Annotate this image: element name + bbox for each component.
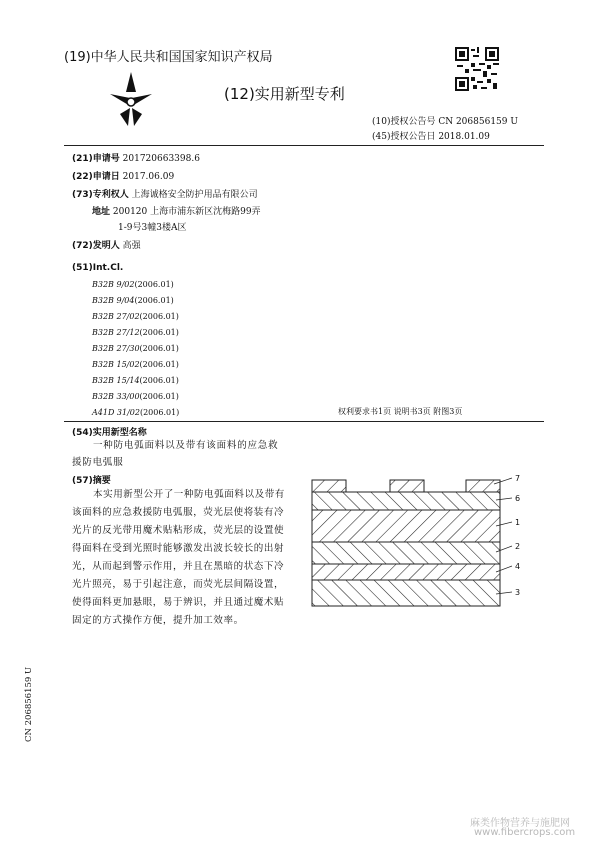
ipc-code: B32B 9/04 bbox=[92, 296, 135, 305]
document-type: (12)实用新型专利 bbox=[224, 85, 345, 103]
header-rule bbox=[64, 145, 544, 146]
inventor-row bbox=[72, 238, 141, 251]
ipc-version: (2006.01) bbox=[134, 296, 174, 305]
inventor-label: (72)发明人 bbox=[72, 241, 120, 251]
application-number-label: (21)申请号 bbox=[72, 154, 120, 164]
ipc-code: B32B 15/14 bbox=[92, 376, 140, 385]
ipc-code: B32B 15/02 bbox=[92, 360, 140, 369]
application-date-row bbox=[72, 169, 174, 182]
address-line1: 200120 上海市浦东新区沈梅路99弄 bbox=[112, 207, 261, 217]
ipc-entry bbox=[92, 344, 179, 353]
figure-label-6: 6 bbox=[515, 494, 521, 503]
ipc-code: B32B 9/02 bbox=[92, 280, 135, 289]
abstract-label: (57)摘要 bbox=[72, 476, 111, 486]
address-label: 地址 bbox=[92, 207, 111, 217]
ipc-code: A41D 31/02 bbox=[92, 408, 140, 417]
ipc-entry bbox=[92, 280, 174, 289]
cnipa-logo bbox=[100, 68, 162, 130]
layer-4 bbox=[312, 564, 500, 580]
application-number: 201720663398.6 bbox=[122, 154, 200, 164]
ipc-entry bbox=[92, 296, 174, 305]
figure-label-2: 2 bbox=[515, 542, 521, 551]
ipc-code: B32B 33/00 bbox=[92, 392, 140, 401]
application-date-label: (22)申请日 bbox=[72, 172, 120, 182]
fabric-layer-figure bbox=[306, 470, 536, 620]
patentee: 上海诚格安全防护用品有限公司 bbox=[131, 190, 258, 200]
layer-6 bbox=[312, 492, 500, 510]
publication-date: (45)授权公告日 2018.01.09 bbox=[372, 132, 490, 142]
ipc-entry bbox=[92, 408, 179, 417]
ipc-version: (2006.01) bbox=[139, 312, 179, 321]
ipc-version: (2006.01) bbox=[139, 376, 179, 385]
inventor: 高强 bbox=[122, 241, 141, 251]
layer-3 bbox=[312, 580, 500, 606]
figure-label-3: 3 bbox=[515, 588, 521, 597]
abstract-text: 本实用新型公开了一种防电弧面料以及带有该面料的应急救援防电弧服，荧光层使将装有冷光片的反光带用魔术贴粘形成，荧光层的设置使得面料在受到光照时能够激发出波长较长的出射光，从而起到警示作用，并且在黑暗的状态下冷光片照亮，易于引起注意，而荧光层间隔设置，使得面料更加悬眼，易于辨识，并且通过魔术贴固定的方式操作方便，提升加工效率。 bbox=[72, 489, 285, 626]
qr-code bbox=[455, 47, 499, 91]
figure-label-1: 1 bbox=[515, 518, 521, 527]
layer-7-segment bbox=[390, 480, 424, 492]
watermark-site-name: 麻类作物营养与施肥网 bbox=[470, 818, 570, 829]
ipc-entry bbox=[92, 312, 179, 321]
ipc-code: B32B 27/02 bbox=[92, 312, 140, 321]
ipc-code: B32B 27/30 bbox=[92, 344, 140, 353]
office-name: (19)中华人民共和国国家知识产权局 bbox=[64, 50, 273, 65]
side-publication-number: CN 206856159 U bbox=[24, 666, 34, 742]
ipc-version: (2006.01) bbox=[139, 328, 179, 337]
layer-7-segment bbox=[466, 480, 500, 492]
layer-1 bbox=[312, 510, 500, 542]
ipc-code: B32B 27/12 bbox=[92, 328, 140, 337]
ipc-version: (2006.01) bbox=[139, 392, 179, 401]
biblio-rule bbox=[64, 421, 544, 422]
figure-label-7: 7 bbox=[515, 474, 521, 483]
ipc-version: (2006.01) bbox=[139, 360, 179, 369]
ipc-entry bbox=[92, 360, 179, 369]
ipc-entry bbox=[92, 392, 179, 401]
publication-number: (10)授权公告号 CN 206856159 U bbox=[372, 117, 518, 127]
ipc-entry bbox=[92, 376, 179, 385]
ipc-version: (2006.01) bbox=[139, 408, 180, 417]
utility-model-title: 一种防电弧面料以及带有该面料的应急救援防电弧服 bbox=[72, 440, 279, 468]
application-date: 2017.06.09 bbox=[122, 172, 175, 182]
address-line2: 1-9号3幢3楼A区 bbox=[118, 223, 187, 233]
figure-label-4: 4 bbox=[515, 562, 521, 571]
patentee-row bbox=[72, 187, 258, 200]
layer-2 bbox=[312, 542, 500, 564]
patentee-label: (73)专利权人 bbox=[72, 190, 129, 200]
ipc-version: (2006.01) bbox=[139, 344, 179, 353]
layer-7-segment bbox=[312, 480, 346, 492]
int-cl-label: (51)Int.Cl. bbox=[72, 263, 124, 273]
address-row bbox=[92, 204, 261, 217]
title-label: (54)实用新型名称 bbox=[72, 428, 147, 438]
watermark-url: www.fibercrops.com bbox=[474, 827, 576, 838]
ipc-entry bbox=[92, 328, 179, 337]
ipc-version: (2006.01) bbox=[134, 280, 174, 289]
page-count: 权利要求书1页 说明书3页 附图3页 bbox=[338, 407, 463, 416]
application-number-row bbox=[72, 151, 200, 164]
